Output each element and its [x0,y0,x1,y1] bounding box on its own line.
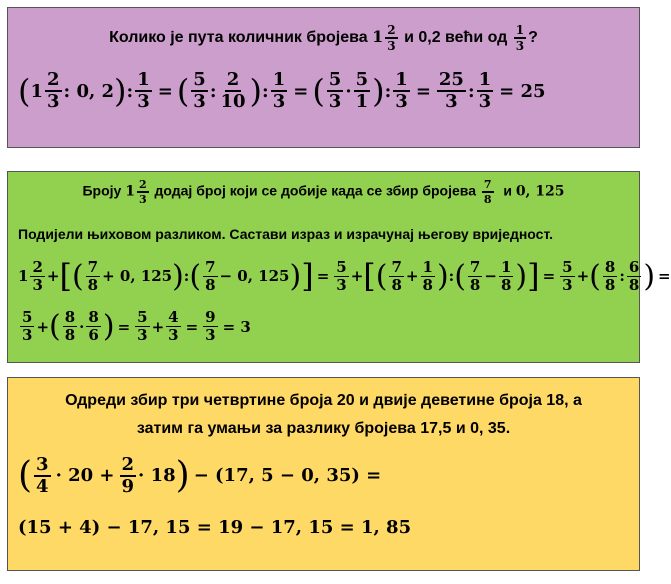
fraction: $\frac{5}{3}$ [22,308,33,344]
task-3-line-2: затим га умањи за разлику бројева 17,5 и 0, 35. [136,420,511,437]
task-3-equation-1: ( $\frac{3}{4}$ · 20 + $\frac{2}{9}$ · 18 ) − (17, 5 − 0, 35) = [18,453,382,497]
task-box-2 [7,171,671,363]
task-2-equation-1: 1 $\frac{2}{3}$ + [ ( $\frac{7}{8}$ + 0, 125 ) : ( $\frac{7}{8}$ − 0, 125 ) ] = $\frac{5}{3}$ + [ ( $\frac{7}{8}$ + $\frac{1}{8}$ ) : ( $\frac{7}{8}$ − $\frac{1}{8}$ ) ] = $\frac{5}{3}$ + ( $\frac{8}{8}$ : $\frac{6}{8}$ ) = [18,257,671,295]
fraction: $\frac{1}{3}$ [137,69,150,112]
fraction: $\frac{1}{3}$ [395,69,408,112]
question-text: Колико је пута количник бројева [109,29,368,47]
fraction: $\frac{7}{8}$ [87,257,99,294]
task-2-equation-2: $\frac{5}{3}$ + ( $\frac{8}{8}$ · $\frac{8}{6}$ ) = $\frac{5}{3}$ + $\frac{4}{3}$ = $\frac{9}{3}$ = 3 [22,308,251,344]
fraction: $\frac{5}{3}$ [328,69,342,112]
fraction: $\frac{2}{3}$ [47,69,60,112]
task-1-question: Колико је пута количник бројева 1 $\frac{2}{3}$ и 0,2 већи од $\frac{1}{3}$ ? [109,23,538,53]
task-2-line-2: Подијели њиховом разликом. Састави израз и израчунај његову вриједност. [18,226,553,242]
fraction: $\frac{25}{3}$ [438,69,464,112]
task-2-line-1: Броју 1 $\frac{2}{3}$ додај број који се добије када се збир бројева $\frac{7}{8}$ и 0, 125 [82,178,565,206]
fraction: $\frac{9}{3}$ [205,308,216,344]
fraction: $\frac{5}{1}$ [355,69,369,112]
fraction: $\frac{2}{3}$ [138,178,147,206]
fraction: $\frac{1}{3}$ [515,23,525,53]
task-3-equation-2: (15 + 4) − 17, 15 = 19 − 17, 15 = 1, 85 [18,517,412,538]
fraction: $\frac{8}{8}$ [64,308,76,344]
task-3-line-1: Одреди збир три четвртине броја 20 и двије деветине броја 18, а [65,392,582,409]
question-text: и 0,2 већи од [404,29,508,47]
fraction: $\frac{8}{8}$ [604,257,616,294]
fraction: $\frac{1}{8}$ [500,257,512,294]
fraction: $\frac{4}{3}$ [168,308,179,344]
fraction: $\frac{5}{3}$ [193,69,206,112]
fraction: $\frac{7}{8}$ [205,257,216,294]
fraction: $\frac{1}{8}$ [422,257,433,294]
fraction: $\frac{7}{8}$ [391,257,402,294]
fraction: $\frac{1}{3}$ [478,69,492,112]
fraction: $\frac{2}{3}$ [32,257,43,294]
fraction: $\frac{5}{3}$ [137,308,148,344]
mixed-whole: 1 [372,27,384,47]
fraction: $\frac{7}{8}$ [469,257,481,294]
task-1-equation: ( 1 $\frac{2}{3}$ : 0, 2 ) : $\frac{1}{3}$ = ( $\frac{5}{3}$ : $\frac{2}{10}$ ) : $\frac{1}{3}$ = ( $\frac{5}{3}$ · $\frac{5}{1}$ ) : $\frac{1}{3}$ = $\frac{25}{3}$ : $\frac{1}{3}$ = 25 [18,69,546,112]
fraction: $\frac{2}{10}$ [220,69,246,112]
fraction: $\frac{5}{3}$ [336,257,347,294]
fraction: $\frac{6}{8}$ [628,257,640,294]
fraction: $\frac{1}{3}$ [272,69,286,112]
task-box-1 [7,7,640,148]
fraction: $\frac{3}{4}$ [36,453,49,497]
task-box-3 [7,377,640,571]
fraction: $\frac{7}{8}$ [483,178,492,206]
fraction: $\frac{8}{6}$ [88,308,99,344]
fraction: $\frac{2}{9}$ [121,453,135,497]
fraction: $\frac{5}{3}$ [562,257,573,294]
fraction: $\frac{2}{3}$ [387,23,396,53]
